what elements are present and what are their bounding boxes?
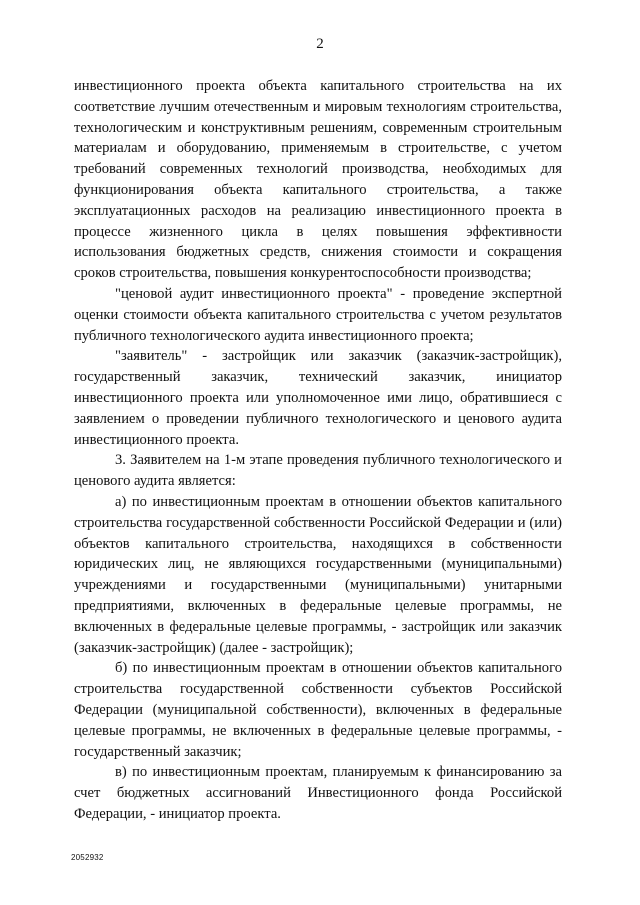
document-body <box>74 76 562 825</box>
paragraph-item-b: б) по инвестиционным проектам в отношении объектов капитального строительства государственной собственности субъектов Российской Федерации (муниципальной собственности), включенных в федеральные целевые программы, не включенных в федеральные целевые программы, - государственный заказчик; <box>74 660 562 760</box>
document-id: 2052932 <box>71 853 104 862</box>
paragraph-audit-definition-continued: инвестиционного проекта объекта капитального строительства на их соответствие лучшим отечественным и мировым технологиям строительства, технологическим и конструктивным решениям, современным строительным материалам и оборудованию, применяемым в строительстве, с учетом требований современных технологий производства, необходимых для функционирования объекта капитального строительства, а также эксплуатационных расходов на реализацию инвестиционного проекта в процессе жизненного цикла в целях повышения эффективности использования бюджетных средств, снижения стоимости и сокращения сроков строительства, повышения конкурентоспособности производства; <box>74 78 562 282</box>
paragraph-applicant-definition: "заявитель" - застройщик или заказчик (заказчик-застройщик), государственный заказчик, технический заказчик, инициатор инвестиционного проекта или уполномоченное ими лицо, обратившиеся с заявлением о проведении публичного технологического и ценового аудита инвестиционного проекта. <box>74 348 562 448</box>
paragraph-price-audit-definition: "ценовой аудит инвестиционного проекта" - проведение экспертной оценки стоимости объекта капитального строительства с учетом результатов публичного технологического аудита инвестиционного проекта; <box>74 285 562 344</box>
paragraph-item-v: в) по инвестиционным проектам, планируемым к финансированию за счет бюджетных ассигнований Инвестиционного фонда Российской Федерации, - инициатор проекта. <box>74 764 562 822</box>
paragraph-item-a: а) по инвестиционным проектам в отношении объектов капитального строительства государственной собственности Российской Федерации и (или) объектов капитального строительства, находящихся в собственности юридических лиц, не являющихся государственными (муниципальными) учреждениями и государственными (муниципальными) унитарными предприятиями, включенных в федеральные целевые программы, не включенных в федеральные целевые программы, - застройщик или заказчик (заказчик-застройщик) (далее - застройщик); <box>74 493 562 656</box>
paragraph-section-3-intro: 3. Заявителем на 1-м этапе проведения публичного технологического и ценового аудита является: <box>74 452 562 490</box>
page-number: 2 <box>316 36 324 52</box>
